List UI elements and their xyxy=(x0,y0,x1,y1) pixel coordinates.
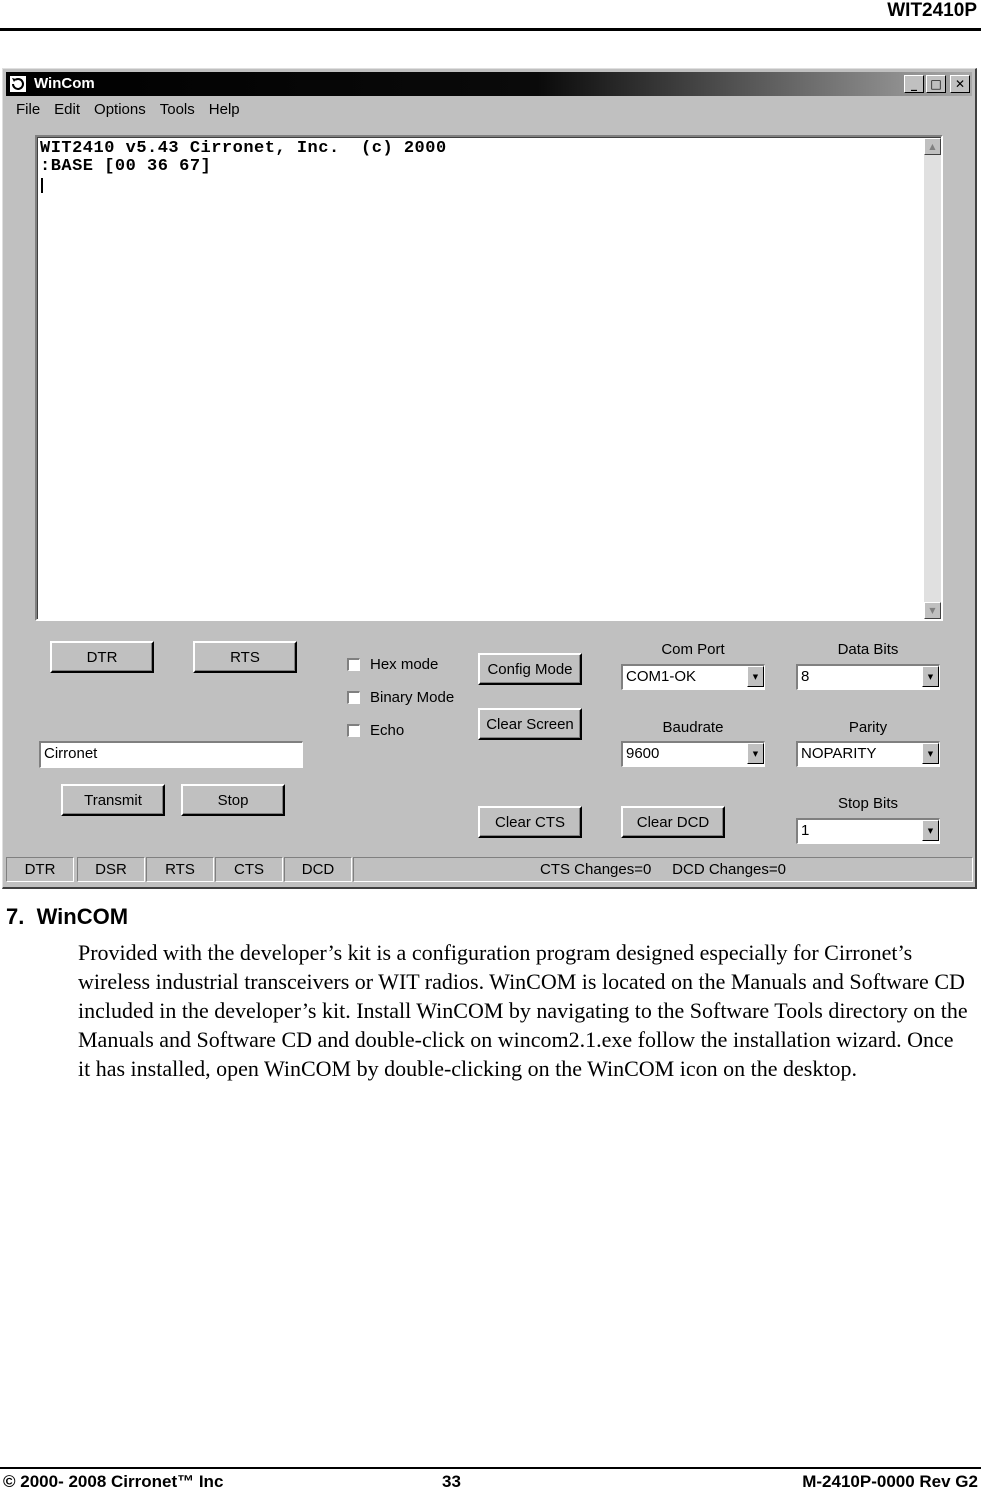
transmit-text-input[interactable]: Cirronet xyxy=(39,741,303,768)
stop-bits-value: 1 xyxy=(801,822,810,839)
hex-mode-checkbox[interactable] xyxy=(347,654,438,674)
stop-bits-select[interactable] xyxy=(796,818,940,844)
scroll-up-icon[interactable]: ▲ xyxy=(924,138,941,155)
menu-file[interactable]: File xyxy=(16,101,41,118)
menu-options[interactable]: Options xyxy=(94,101,146,118)
dtr-button[interactable]: DTR xyxy=(50,641,154,673)
menu-bar xyxy=(9,101,247,123)
section-body: Provided with the developer’s kit is a configuration program designed especially for Cirronet’s wireless industrial transceivers or WIT radios. WinCOM is located on the Manuals and Software CD included in the developer’s kit. Install WinCOM by navigating to the Software Tools directory on the Manuals and Software CD and double-click on wincom2.1.exe follow the installation wizard. Once it has installed, open WinCOM by double-clicking on the WinCOM icon on the desktop. xyxy=(78,940,968,1081)
chevron-down-icon[interactable]: ▼ xyxy=(922,743,939,764)
menu-help[interactable]: Help xyxy=(208,101,240,118)
data-bits-label: Data Bits xyxy=(837,641,899,658)
terminal-output[interactable] xyxy=(35,135,943,621)
com-port-value: COM1-OK xyxy=(626,668,697,685)
maximize-icon[interactable]: □ xyxy=(926,75,946,93)
status-changes: CTS Changes=0 DCD Changes=0 xyxy=(353,857,973,882)
transmit-button[interactable]: Transmit xyxy=(61,784,165,816)
document-id: WIT2410P xyxy=(887,0,977,21)
data-bits-value: 8 xyxy=(801,668,810,685)
chevron-down-icon[interactable]: ▼ xyxy=(922,820,939,841)
baudrate-label: Baudrate xyxy=(662,719,724,736)
clear-screen-button[interactable]: Clear Screen xyxy=(478,708,582,740)
app-icon[interactable] xyxy=(9,75,27,93)
clear-dcd-button[interactable]: Clear DCD xyxy=(621,806,725,838)
window-title: WinCom xyxy=(34,75,95,92)
status-cts: CTS xyxy=(215,857,283,882)
parity-label: Parity xyxy=(848,719,888,736)
checkbox-box[interactable] xyxy=(347,691,360,704)
status-dcd: DCD xyxy=(284,857,352,882)
checkbox-label: Hex mode xyxy=(370,655,439,673)
terminal-line: :BASE [00 36 67] xyxy=(40,157,212,176)
rts-button[interactable]: RTS xyxy=(193,641,297,673)
terminal-line: WIT2410 v5.43 Cirronet, Inc. (c) 2000 xyxy=(40,139,447,158)
checkbox-box[interactable] xyxy=(347,724,360,737)
status-rts: RTS xyxy=(146,857,214,882)
wincom-window xyxy=(2,68,977,889)
com-port-label: Com Port xyxy=(661,641,725,658)
status-dsr: DSR xyxy=(77,857,145,882)
stop-bits-label: Stop Bits xyxy=(837,795,899,812)
status-bar xyxy=(6,857,972,883)
data-bits-select[interactable] xyxy=(796,664,940,690)
title-bar[interactable] xyxy=(6,72,972,96)
chevron-down-icon[interactable]: ▼ xyxy=(747,666,764,687)
section-title: 7. WinCOM xyxy=(6,904,129,929)
page-header xyxy=(0,0,981,31)
echo-checkbox[interactable] xyxy=(347,720,404,740)
copyright: © 2000- 2008 Cirronet™ Inc xyxy=(3,1472,224,1491)
minimize-icon[interactable]: _ xyxy=(904,75,924,93)
baudrate-select[interactable] xyxy=(621,741,765,767)
page-number: 33 xyxy=(442,1472,461,1491)
checkbox-label: Binary Mode xyxy=(370,688,455,706)
com-port-select[interactable] xyxy=(621,664,765,690)
vertical-scrollbar[interactable] xyxy=(924,138,941,619)
parity-select[interactable] xyxy=(796,741,940,767)
stop-button[interactable]: Stop xyxy=(181,784,285,816)
checkbox-label: Echo xyxy=(370,721,405,739)
binary-mode-checkbox[interactable] xyxy=(347,687,454,707)
status-dtr: DTR xyxy=(6,857,74,882)
baudrate-value: 9600 xyxy=(626,745,660,762)
checkbox-box[interactable] xyxy=(347,658,360,671)
clear-cts-button[interactable]: Clear CTS xyxy=(478,806,582,838)
config-mode-button[interactable]: Config Mode xyxy=(478,653,582,685)
scroll-down-icon[interactable]: ▼ xyxy=(924,602,941,619)
chevron-down-icon[interactable]: ▼ xyxy=(922,666,939,687)
menu-edit[interactable]: Edit xyxy=(54,101,81,118)
document-revision: M-2410P-0000 Rev G2 xyxy=(802,1472,978,1491)
page-footer xyxy=(0,1467,981,1493)
menu-tools[interactable]: Tools xyxy=(159,101,195,118)
close-icon[interactable]: ✕ xyxy=(950,75,970,93)
chevron-down-icon[interactable]: ▼ xyxy=(747,743,764,764)
text-cursor xyxy=(41,178,43,193)
parity-value: NOPARITY xyxy=(801,745,877,762)
